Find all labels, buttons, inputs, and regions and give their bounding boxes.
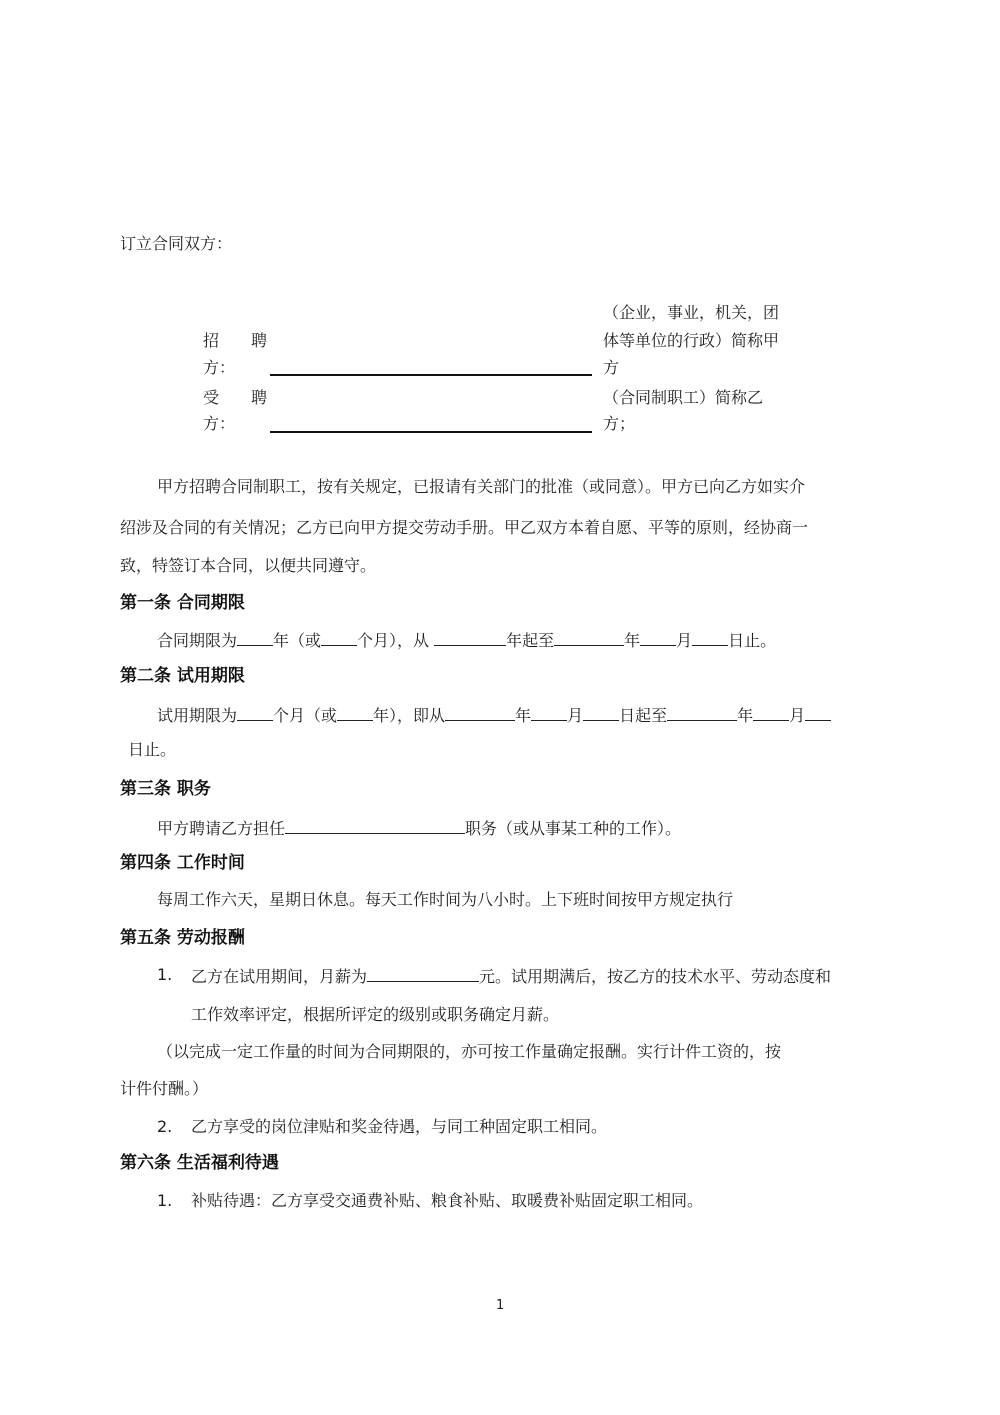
article2-blank-years bbox=[337, 704, 373, 721]
article2-blank-end-year bbox=[667, 704, 737, 721]
article5-part: 元。试用期满后，按乙方的技术水平、劳动态度和 bbox=[479, 967, 832, 986]
article5-note-line2: 计件付酬。） bbox=[120, 1079, 209, 1098]
article5-part: 乙方在试用期间，月薪为 bbox=[191, 967, 368, 986]
employer-label-line2: 方： bbox=[203, 358, 236, 377]
article1-blank-end-month bbox=[640, 629, 676, 646]
employer-label-line1: 招 聘 bbox=[203, 331, 268, 350]
article2-text bbox=[157, 704, 831, 726]
employee-label-line1: 受 聘 bbox=[203, 388, 268, 407]
article2-continuation: 日止。 bbox=[128, 740, 177, 759]
article4-text: 每周工作六天，星期日休息。每天工作时间为八小时。上下班时间按甲方规定执行 bbox=[157, 890, 734, 909]
employee-note-line1: （合同制职工）简称乙 bbox=[603, 388, 764, 407]
article1-blank-end-day bbox=[692, 629, 728, 646]
page-number: 1 bbox=[496, 1298, 505, 1313]
article1-blank-end-year bbox=[554, 629, 624, 646]
article5-item1-text bbox=[191, 965, 831, 987]
article2-part: 月 bbox=[789, 706, 806, 725]
article6-item1-text: 补贴待遇：乙方享受交通费补贴、粮食补贴、取暖费补贴固定职工相同。 bbox=[191, 1191, 704, 1210]
article2-part: 年），即从 bbox=[373, 706, 446, 725]
article1-blank-months bbox=[321, 629, 357, 646]
article1-part: 个月），从 bbox=[357, 631, 435, 650]
preamble-line1: 甲方招聘合同制职工，按有关规定，已报请有关部门的批准（或同意）。甲方已向乙方如实介 bbox=[157, 477, 806, 496]
article2-title: 第二条 试用期限 bbox=[120, 666, 245, 686]
article5-item2-number: 2. bbox=[157, 1117, 173, 1136]
intro-text: 订立合同双方： bbox=[120, 234, 233, 253]
article3-title: 第三条 职务 bbox=[120, 779, 211, 799]
article5-title: 第五条 劳动报酬 bbox=[120, 928, 245, 948]
article2-blank-months bbox=[237, 704, 273, 721]
article2-blank-end-month bbox=[753, 704, 789, 721]
preamble-line2: 绍涉及合同的有关情况；乙方已向甲方提交劳动手册。甲乙双方本着自愿、平等的原则，经协商一 bbox=[120, 518, 809, 537]
article6-title: 第六条 生活福利待遇 bbox=[120, 1153, 279, 1173]
article3-text bbox=[157, 817, 681, 839]
article1-part: 日止。 bbox=[728, 631, 777, 650]
article1-part: 年（或 bbox=[273, 631, 322, 650]
article2-part: 个月（或 bbox=[273, 706, 338, 725]
article3-part: 甲方聘请乙方担任 bbox=[157, 819, 286, 838]
article2-blank-start-day bbox=[583, 704, 619, 721]
article5-blank-salary bbox=[367, 965, 479, 982]
article2-blank-start-month bbox=[531, 704, 567, 721]
article2-blank-end-day bbox=[805, 704, 831, 721]
article1-text bbox=[157, 629, 776, 651]
article1-blank-years bbox=[237, 629, 273, 646]
article1-part: 合同期限为 bbox=[157, 631, 238, 650]
article6-item1-number: 1. bbox=[157, 1191, 173, 1210]
article1-part: 年起至 bbox=[506, 631, 555, 650]
article5-item2-text: 乙方享受的岗位津贴和奖金待遇，与同工种固定职工相同。 bbox=[191, 1117, 608, 1136]
preamble-line3: 致，特签订本合同，以便共同遵守。 bbox=[120, 556, 377, 575]
article2-part: 年 bbox=[515, 706, 532, 725]
employer-blank-line bbox=[270, 374, 592, 376]
employee-blank-line bbox=[270, 431, 592, 433]
article4-title: 第四条 工作时间 bbox=[120, 853, 245, 873]
employer-note-line3: 方 bbox=[603, 358, 620, 377]
article2-part: 月 bbox=[567, 706, 584, 725]
article5-note-line1: （以完成一定工作量的时间为合同期限的，亦可按工作量确定报酬。实行计件工资的，按 bbox=[157, 1042, 782, 1061]
employer-note-line2: 体等单位的行政）简称甲 bbox=[603, 331, 780, 350]
article1-blank-start-year bbox=[434, 629, 506, 646]
article2-part: 试用期限为 bbox=[157, 706, 238, 725]
article2-part: 日起至 bbox=[619, 706, 668, 725]
employee-note-line2: 方； bbox=[603, 414, 636, 433]
employee-label-line2: 方： bbox=[203, 414, 236, 433]
article3-part: 职务（或从事某工种的工作）。 bbox=[465, 819, 682, 838]
article5-item1-line2: 工作效率评定，根据所评定的级别或职务确定月薪。 bbox=[191, 1005, 560, 1024]
article2-blank-start-year bbox=[445, 704, 515, 721]
article3-blank-position bbox=[285, 817, 465, 834]
article5-item1-number: 1. bbox=[157, 965, 173, 984]
article2-part: 年 bbox=[737, 706, 754, 725]
article1-part: 年 bbox=[624, 631, 641, 650]
employer-note-line1: （企业，事业，机关，团 bbox=[603, 303, 780, 322]
article1-title: 第一条 合同期限 bbox=[120, 593, 245, 613]
article1-part: 月 bbox=[676, 631, 693, 650]
